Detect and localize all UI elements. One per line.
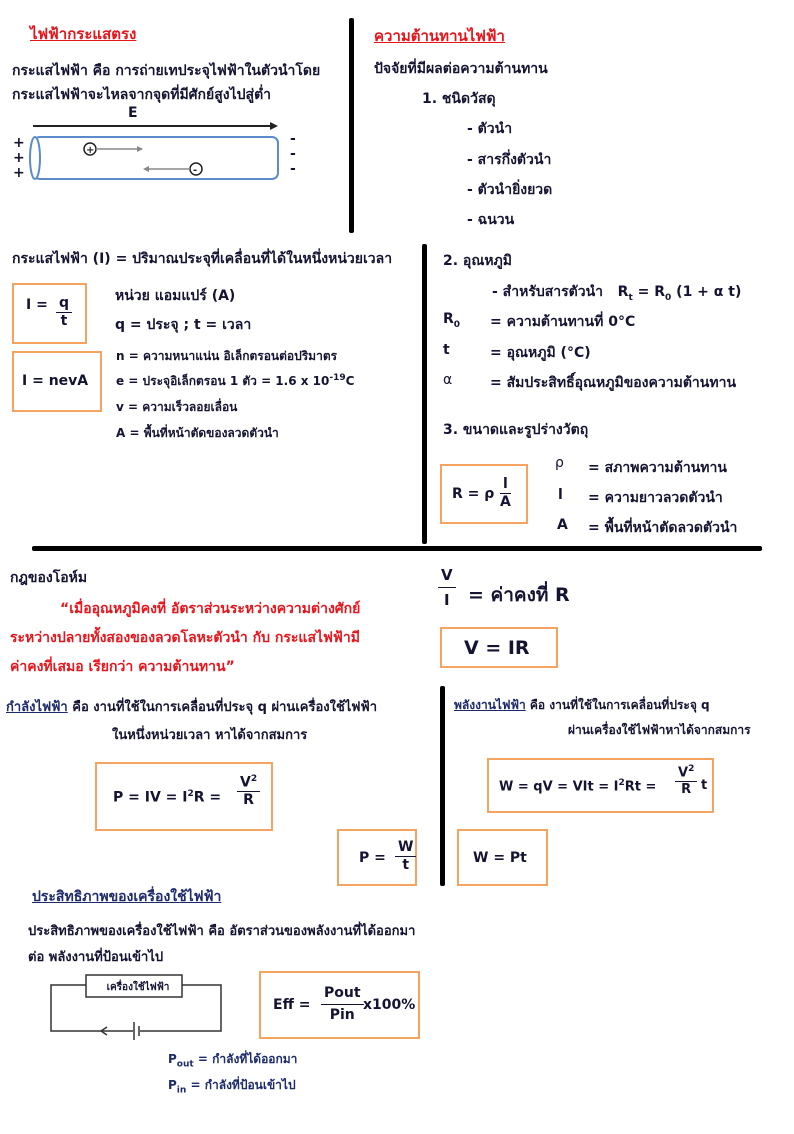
device-label: เครื่องใช้ไฟฟ้า <box>106 982 170 993</box>
n-text: n = ความหนาแน่น อิเล็กตรอนต่อปริมาตร <box>116 349 338 363</box>
formula-box-nevA: I = nevA <box>12 351 102 412</box>
energy-definition: พลังงานไฟฟ้า คือ งานที่ใช้ในการเคลื่อนที่ประจุ q <box>454 698 710 712</box>
divider <box>422 244 427 544</box>
section-title-resistance: ความต้านทานไฟฟ้า <box>374 27 505 45</box>
formula-box-power: P = IV = $I^2R$ = $\frac{V^2}{R}$ <box>95 762 273 831</box>
divider <box>349 18 354 233</box>
formula-box-resistivity: R = ρ $\frac{l}{A}$ <box>440 464 528 524</box>
positive-terminal: + + + <box>13 135 25 181</box>
svg-text:-: - <box>193 165 198 176</box>
e-text: e = ประจุอิเล็กตรอน 1 ตัว = 1.6 x $10^{-19}C$ <box>116 373 355 388</box>
formula-box-energy: W = qV = VIt = $I^2Rt$ = $\frac{V^2}{R}$ t <box>487 758 714 813</box>
energy-definition: ผ่านเครื่องใช้ไฟฟ้าหาได้จากสมการ <box>568 723 751 737</box>
efficiency-definition: ประสิทธิภาพของเครื่องใช้ไฟฟ้า คือ อัตราส่วนของพลังงานที่ได้ออกมา <box>28 924 416 939</box>
divider <box>440 686 445 886</box>
power-definition: กำลังไฟฟ้า คือ งานที่ใช้ในการเคลื่อนที่ประจุ q ผ่านเครื่องใช้ไฟฟ้า <box>6 700 378 715</box>
list-item: - สารกึ่งตัวนำ <box>467 152 552 168</box>
list-item: - ตัวนำ <box>467 121 513 137</box>
field-label: E <box>128 105 138 121</box>
a-text: A = พื้นที่หน้าตัดของลวดตัวนำ <box>116 426 279 440</box>
efficiency-title: ประสิทธิภาพของเครื่องใช้ไฟฟ้า <box>32 889 222 905</box>
r0-desc: = ความต้านทานที่ 0°C <box>490 314 636 330</box>
rho-symbol: ρ <box>555 455 564 471</box>
pin-legend: $P_{in}$ = กำลังที่ป้อนเข้าไป <box>168 1078 296 1096</box>
factor-shape: 3. ขนาดและรูปร่างวัตถุ <box>443 422 589 438</box>
v-text: v = ความเร็วลอยเลื่อน <box>116 400 238 414</box>
negative-terminal: - - - <box>290 131 296 177</box>
formula-box-vir: V = IR <box>440 627 558 668</box>
factor-material: 1. ชนิดวัสดุ <box>422 91 496 107</box>
t-desc: = อุณหภูมิ (°C) <box>490 345 591 361</box>
dc-definition: กระแสไฟฟ้า คือ การถ่ายเทประจุไฟฟ้าในตัวนำโดย <box>12 63 321 79</box>
list-item: - ตัวนำยิ่งยวด <box>467 182 553 198</box>
formula-box-current: I = $\frac{q}{t}$ <box>12 283 87 344</box>
formula-box-wpt: W = Pt <box>457 829 548 886</box>
section-title-dc: ไฟฟ้ากระแสตรง <box>30 25 137 43</box>
wire <box>34 137 278 179</box>
factors-heading: ปัจจัยที่มีผลต่อความต้านทาน <box>374 61 548 77</box>
qt-text: q = ประจุ ; t = เวลา <box>115 317 252 333</box>
ohm-quote: ค่าคงที่เสมอ เรียกว่า ความต้านทาน” <box>10 659 235 675</box>
formula-box-pw: P = $\frac{W}{t}$ <box>337 829 417 886</box>
l-symbol: l <box>558 487 563 503</box>
unit-text: หน่วย แอมแปร์ (A) <box>115 288 236 304</box>
list-item: - ฉนวน <box>467 212 515 228</box>
ohm-title: กฎของโอห์ม <box>10 570 88 586</box>
svg-text:+: + <box>86 145 95 156</box>
alpha-symbol: α <box>443 372 453 388</box>
v-over-i: $\frac{V}{I}$ <box>438 563 456 612</box>
a-symbol: A <box>557 517 568 533</box>
factor-temperature: 2. อุณหภูมิ <box>443 253 513 269</box>
rt-formula: - สำหรับสารตัวนำ $R_t = R_0$ (1 + α t) <box>492 284 742 303</box>
pout-legend: $P_{out}$ = กำลังที่ได้ออกมา <box>168 1052 298 1070</box>
ohm-quote: ระหว่างปลายทั้งสองของลวดโลหะตัวนำ กับ กระแสไฟฟ้ามี <box>10 630 360 646</box>
efficiency-definition: ต่อ พลังงานที่ป้อนเข้าไป <box>28 950 164 965</box>
a-desc: = พื้นที่หน้าตัดลวดตัวนำ <box>588 520 738 536</box>
conductor-diagram <box>0 118 300 188</box>
l-desc: = ความยาวลวดตัวนำ <box>588 490 723 506</box>
rho-desc: = สภาพความต้านทาน <box>588 460 727 476</box>
power-definition: ในหนึ่งหน่วยเวลา หาได้จากสมการ <box>112 728 308 743</box>
r0-symbol: $R_0$ <box>443 311 461 330</box>
formula-box-efficiency: Eff = Pout Pin x100% <box>259 971 420 1039</box>
ohm-quote: “เมื่ออุณหภูมิคงที่ อัตราส่วนระหว่างความต่างศักย์ <box>60 601 361 617</box>
alpha-desc: = สัมประสิทธิ์อุณหภูมิของความต้านทาน <box>490 375 737 391</box>
t-symbol: t <box>443 342 450 358</box>
ohm-constant: = ค่าคงที่ R <box>468 584 570 606</box>
divider <box>32 546 762 551</box>
dc-definition: กระแสไฟฟ้าจะไหลจากจุดที่มีศักย์สูงไปสู่ต่ำ <box>12 87 272 103</box>
current-definition: กระแสไฟฟ้า (I) = ปริมาณประจุที่เคลื่อนที่ได้ในหนึ่งหน่วยเวลา <box>12 251 393 267</box>
